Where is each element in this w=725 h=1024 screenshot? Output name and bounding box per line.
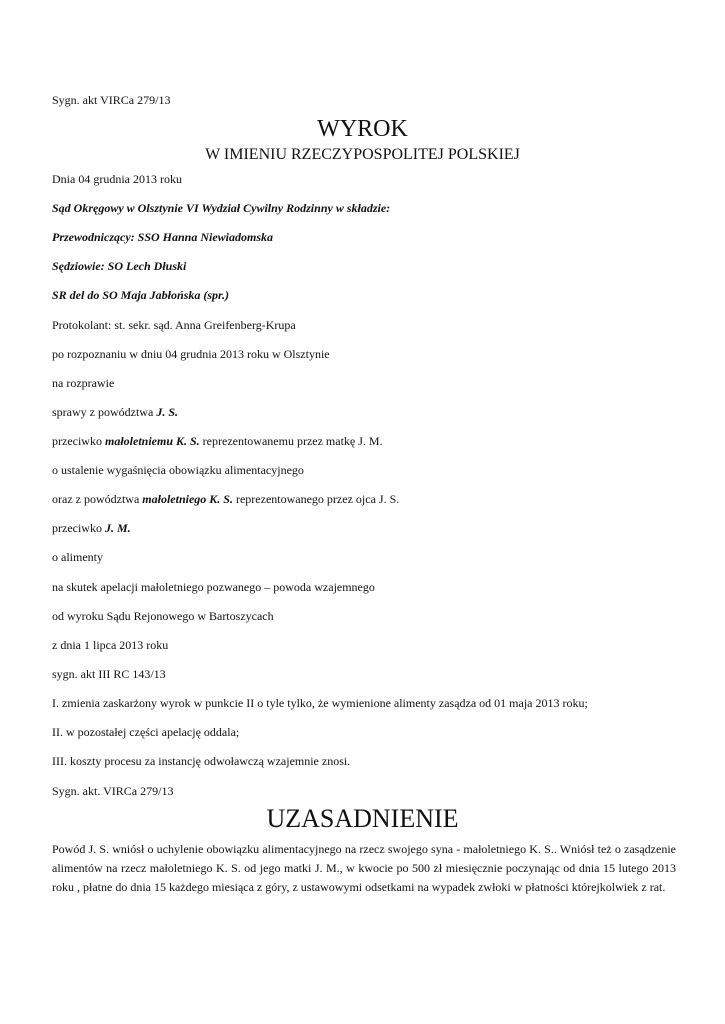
counter-claim-suffix: reprezentowanego przez ojca J. S. (232, 492, 400, 506)
lower-court-signature: sygn. akt III RC 143/13 (52, 667, 166, 681)
judgment-date: Dnia 04 grudnia 2013 roku (52, 172, 182, 186)
appeal-info: na skutek apelacji małoletniego pozwanego – powoda wzajemnego (52, 580, 375, 594)
presiding-judge: Przewodniczący: SSO Hanna Niewiadomska (52, 230, 274, 244)
lower-court: od wyroku Sądu Rejonowego w Bartoszycach (52, 609, 274, 623)
justification-paragraph: Powód J. S. wniósł o uchylenie obowiązku alimentacyjnego na rzecz swojego syna - małoletniego K. S.. Wniósł też o zasądzenie alimentów na rzecz małoletniego K. S. od jego matki J. M., w kwocie po 500 zł miesięcznie poczynając od dnia 15 lutego 2013 roku , płatne do dnia 15 każdego miesiąca z góry, z ustawowymi odsetkami na wypadek zwłoki w płatności którejkolwiek z rat. (52, 842, 676, 894)
case-claimant (52, 405, 178, 420)
justification-title: UZASADNIENIE (266, 804, 459, 833)
court-composition: Sąd Okręgowy w Olsztynie VI Wydział Cywilny Rodzinny w składzie: (52, 201, 391, 215)
rapporteur-judge: SR del do SO Maja Jabłońska (spr.) (52, 288, 230, 302)
counter-claim-prefix: oraz z powództwa (52, 492, 143, 506)
case-subject: o ustalenie wygaśnięcia obowiązku alimentacyjnego (52, 463, 304, 477)
ruling-item: II. w pozostałej części apelację oddala; (52, 725, 240, 739)
ruling-item: I. zmienia zaskarżony wyrok w punkcie II o tyle tylko, że wymienione alimenty zasądza od 01 maja 2013 roku; (52, 696, 588, 710)
ruling-item: III. koszty procesu za instancję odwoławczą wzajemnie znosi. (52, 754, 351, 768)
case-defendant (52, 434, 383, 449)
counter-subject: o alimenty (52, 550, 103, 564)
associate-judge: Sędziowie: SO Lech Dłuski (52, 259, 187, 273)
case-signature-top: Sygn. akt VIRCa 279/13 (52, 93, 171, 107)
case-defendant-prefix: przeciwko (52, 434, 105, 448)
hearing-info: po rozpoznaniu w dniu 04 grudnia 2013 roku w Olsztynie (52, 347, 330, 361)
case-signature-bottom: Sygn. akt. VIRCa 279/13 (52, 784, 174, 798)
lower-court-date: z dnia 1 lipca 2013 roku (52, 638, 169, 652)
counter-defendant (52, 521, 131, 536)
counter-defendant-prefix: przeciwko (52, 521, 105, 535)
counter-defendant-name: J. M. (104, 521, 131, 535)
judgment-subtitle: W IMIENIU RZECZYPOSPOLITEJ POLSKIEJ (205, 146, 520, 163)
counter-claim (52, 492, 399, 507)
case-claimant-name: J. S. (156, 405, 178, 419)
counter-claim-name: małoletniego K. S. (142, 492, 233, 506)
session-type: na rozprawie (52, 376, 115, 390)
court-clerk: Protokolant: st. sekr. sąd. Anna Greifenberg-Krupa (52, 318, 296, 332)
case-defendant-name: małoletniemu K. S. (104, 434, 200, 448)
case-claimant-prefix: sprawy z powództwa (52, 405, 157, 419)
case-defendant-suffix: reprezentowanemu przez matkę J. M. (199, 434, 383, 448)
judgment-title: WYROK (317, 116, 408, 142)
